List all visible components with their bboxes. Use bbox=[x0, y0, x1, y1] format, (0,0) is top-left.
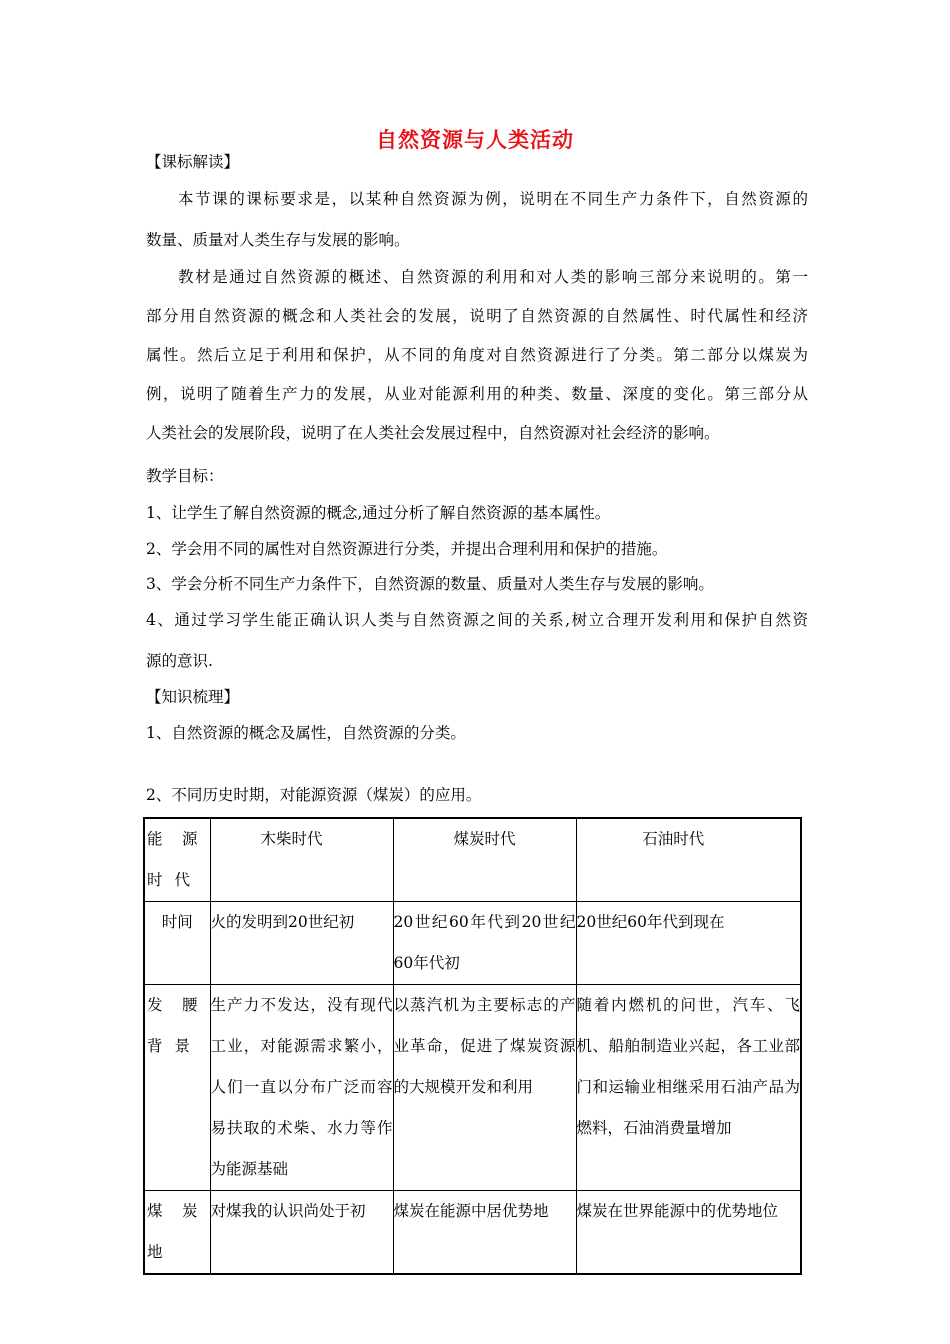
knowledge-item: 1、自然资源的概念及属性，自然资源的分类。 bbox=[146, 724, 466, 742]
table-cell: 20世纪60年代到现在 bbox=[576, 902, 801, 985]
table-header-cell: 石油时代 bbox=[576, 818, 801, 902]
table-cell-label: 能源时代 bbox=[144, 818, 210, 902]
table-cell-label: 发腰背景 bbox=[144, 985, 210, 1191]
section-heading-knowledge: 【知识梳理】 bbox=[146, 688, 240, 706]
table-cell-label: 煤炭地 bbox=[144, 1191, 210, 1275]
table-cell-label: 时间 bbox=[144, 902, 210, 985]
goal-item: 2、学会用不同的属性对自然资源进行分类，并提出合理利用和保护的措施。 bbox=[146, 540, 668, 558]
paragraph-line: 本节课的课标要求是，以某种自然资源为例，说明在不同生产力条件下，自然资源的 bbox=[178, 190, 808, 208]
table-cell: 生产力不发达，没有现代工业，对能源需求繁小，人们一直以分布广泛而容易扶取的术柴、水力等作为能源基础 bbox=[210, 985, 393, 1191]
table-cell: 20世纪60年代到20世纪60年代初 bbox=[393, 902, 576, 985]
goal-item: 4、通过学习学生能正确认识人类与自然资源之间的关系,树立合理开发利用和保护自然资 bbox=[146, 611, 808, 629]
table-row bbox=[144, 902, 801, 985]
table-cell: 对煤我的认识尚处于初 bbox=[210, 1191, 393, 1275]
paragraph-line: 人类社会的发展阶段，说明了在人类社会发展过程中，自然资源对社会经济的影响。 bbox=[146, 424, 720, 442]
section-heading-curriculum: 【课标解读】 bbox=[146, 153, 240, 171]
goal-item-continued: 源的意识. bbox=[146, 652, 213, 670]
table-cell: 随着内燃机的问世，汽车、飞机、船舶制造业兴起，各工业部门和运输业相继采用石油产品为燃料，石油消费量增加 bbox=[576, 985, 801, 1191]
paragraph-line: 属性。然后立足于利用和保护，从不同的角度对自然资源进行了分类。第二部分以煤炭为 bbox=[146, 346, 808, 364]
table-row bbox=[144, 818, 801, 902]
table-cell: 煤炭在能源中居优势地 bbox=[393, 1191, 576, 1275]
table-header-cell: 煤炭时代 bbox=[393, 818, 576, 902]
energy-era-table bbox=[143, 817, 802, 1275]
page-title: 自然资源与人类活动 bbox=[376, 128, 574, 152]
table-cell: 以蒸汽机为主要标志的产业革命，促进了煤炭资源的大规模开发和利用 bbox=[393, 985, 576, 1191]
goals-heading: 教学目标： bbox=[146, 467, 224, 485]
table-cell: 火的发明到20世纪初 bbox=[210, 902, 393, 985]
knowledge-item: 2、不同历史时期，对能源资源（煤炭）的应用。 bbox=[146, 786, 482, 804]
paragraph-line: 数量、质量对人类生存与发展的影响。 bbox=[146, 231, 410, 249]
table-row bbox=[144, 1191, 801, 1275]
table-header-cell: 木柴时代 bbox=[210, 818, 393, 902]
table-row bbox=[144, 985, 801, 1191]
paragraph-line: 例，说明了随着生产力的发展，从业对能源利用的种类、数量、深度的变化。第三部分从 bbox=[146, 385, 808, 403]
table-cell: 煤炭在世界能源中的优势地位 bbox=[576, 1191, 801, 1275]
goal-item: 3、学会分析不同生产力条件下，自然资源的数量、质量对人类生存与发展的影响。 bbox=[146, 575, 714, 593]
paragraph-line: 教材是通过自然资源的概述、自然资源的利用和对人类的影响三部分来说明的。第一 bbox=[178, 268, 808, 286]
goal-item: 1、让学生了解自然资源的概念,通过分析了解自然资源的基本属性。 bbox=[146, 504, 611, 522]
paragraph-line: 部分用自然资源的概念和人类社会的发展，说明了自然资源的自然属性、时代属性和经济 bbox=[146, 307, 808, 325]
